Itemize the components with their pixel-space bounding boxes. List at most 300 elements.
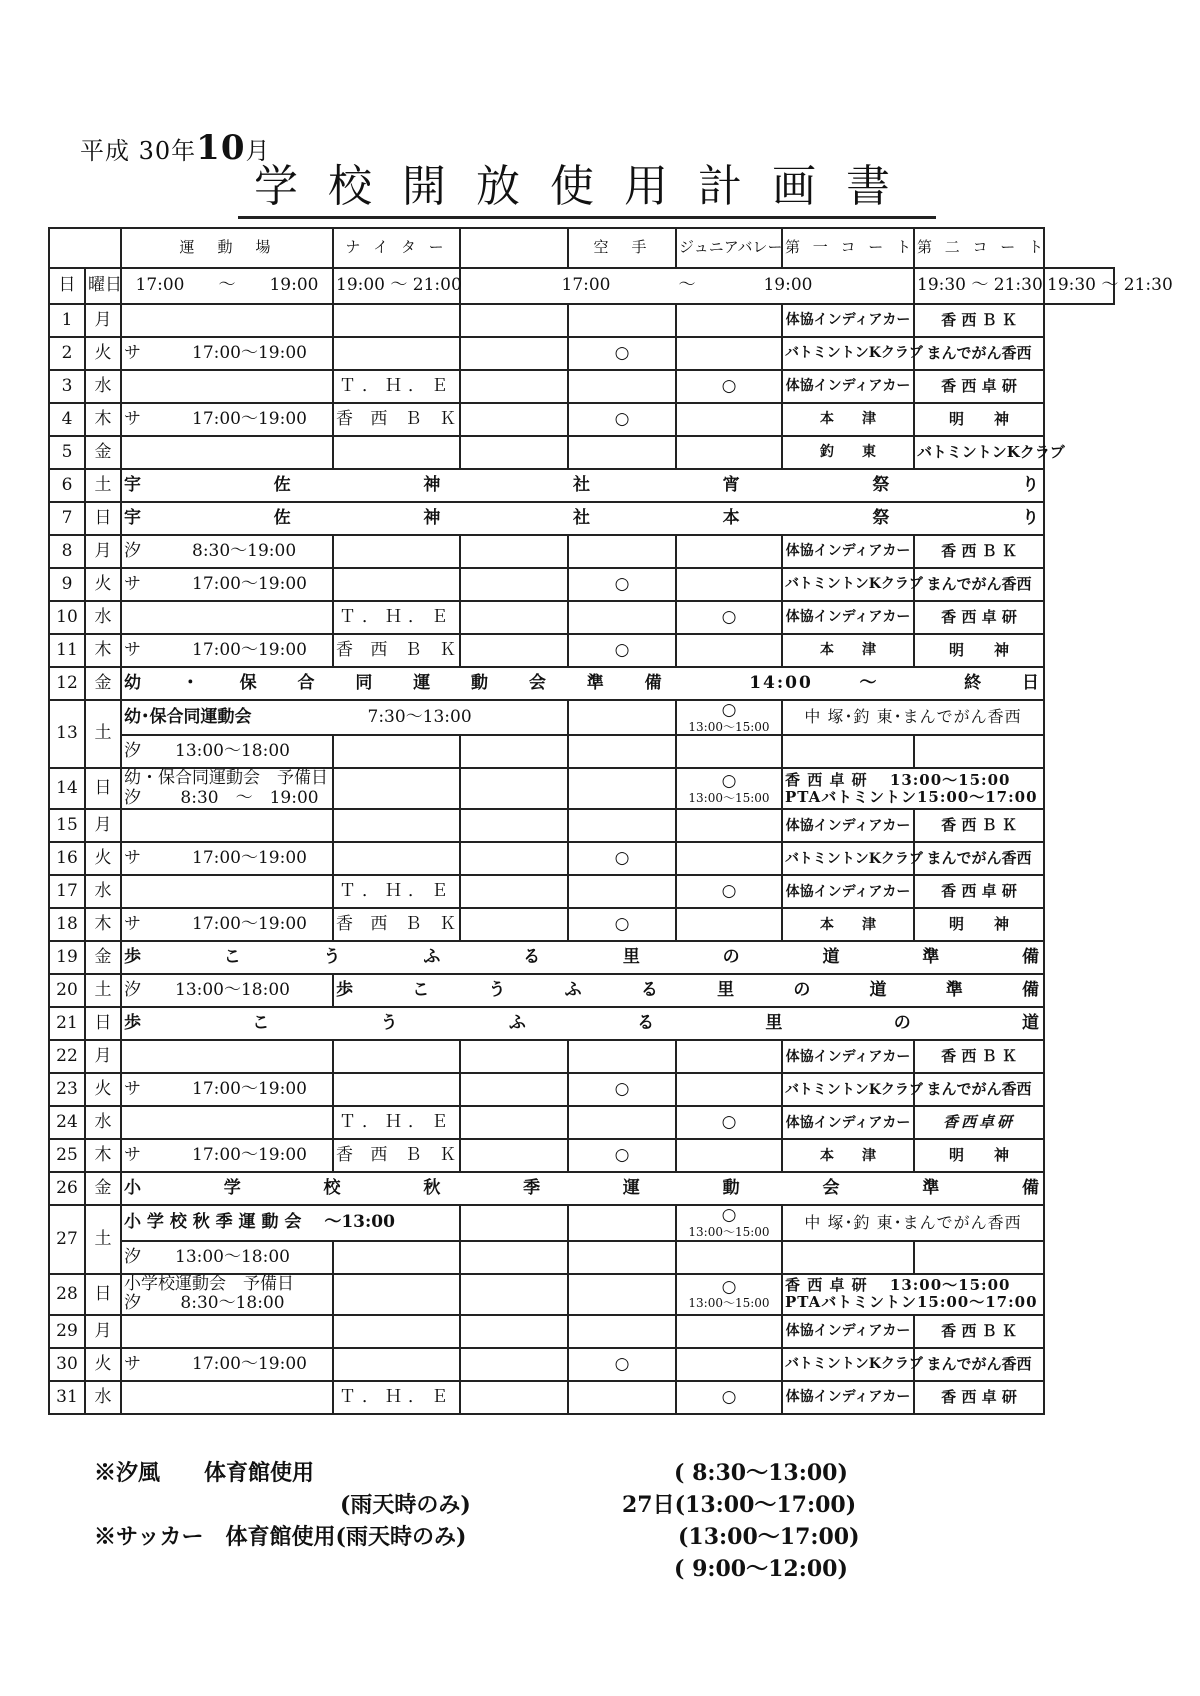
nighter-cell [333, 1348, 460, 1381]
mark-time: 13:00～15:00 [688, 719, 770, 734]
court1-cell: 体協インディアカー [782, 809, 914, 842]
blank-cell [460, 337, 568, 370]
blank-cell [460, 842, 568, 875]
court-cell: 中 塚･釣 東･まんでがん香西 [782, 1205, 1044, 1240]
ground-cell: 汐 13:00～18:00 [121, 735, 333, 768]
header-venue: 第 一 コ ー ト [782, 228, 914, 268]
event-band: 歩こうふる里の道準備 [333, 974, 1044, 1007]
weekday: 水 [85, 875, 121, 908]
mark-cell [676, 768, 782, 809]
blank-cell [460, 1315, 568, 1348]
karate-cell: ○ [568, 1073, 676, 1106]
table-row [49, 304, 1114, 337]
court1-cell: 釣 東 [782, 436, 914, 469]
nighter-cell [333, 1241, 460, 1274]
court1-cell: 体協インディアカー [782, 1106, 914, 1139]
blank-cell [460, 436, 568, 469]
karate-cell [568, 768, 676, 809]
note-soccer-time2: ( 9:00～12:00) [674, 1556, 848, 1582]
table-row [49, 1381, 1114, 1414]
karate-cell [568, 1381, 676, 1414]
blank-cell [460, 875, 568, 908]
court2-cell: まんでがん香西 [914, 842, 1044, 875]
volley-cell: ○ [676, 601, 782, 634]
table-row [49, 735, 1114, 768]
ground-cell [121, 370, 333, 403]
nighter-cell: Ｔ．Ｈ．Ｅ [333, 1106, 460, 1139]
karate-cell [568, 875, 676, 908]
table-row [49, 1139, 1114, 1172]
nighter-cell [333, 535, 460, 568]
header-time: 17:00 ～ 19:00 [460, 268, 914, 304]
court1-cell: 体協インディアカー [782, 875, 914, 908]
ground-event: 幼･保合同運動会 [124, 706, 252, 727]
day-number: 6 [49, 469, 85, 502]
header-time: 17:00 ～ 19:00 [121, 268, 333, 304]
karate-cell [568, 735, 676, 768]
volley-cell [676, 1315, 782, 1348]
document-title: 学校開放使用計画書 [238, 158, 936, 219]
court2-cell: まんでがん香西 [914, 1348, 1044, 1381]
mark-cell [676, 1205, 782, 1240]
court-cell: 中 塚･釣 東･まんでがん香西 [782, 700, 1044, 735]
court2-cell: 香 西 Ｂ Ｋ [914, 809, 1044, 842]
court2-cell: 明 神 [914, 908, 1044, 941]
court1-cell: 体協インディアカー [782, 304, 914, 337]
header-venue: 空 手 [568, 228, 676, 268]
nighter-cell [333, 1040, 460, 1073]
weekday: 火 [85, 1073, 121, 1106]
day-number: 21 [49, 1007, 85, 1040]
table-row [49, 1040, 1114, 1073]
volley-cell: ○ [676, 1381, 782, 1414]
weekday: 水 [85, 370, 121, 403]
karate-cell: ○ [568, 634, 676, 667]
volley-cell [676, 337, 782, 370]
day-number: 12 [49, 667, 85, 700]
karate-cell [568, 601, 676, 634]
day-number: 8 [49, 535, 85, 568]
blank-cell [460, 304, 568, 337]
weekday: 木 [85, 1139, 121, 1172]
note-shiokaze: ※汐風 体育館使用 [94, 1460, 315, 1486]
blank-cell [460, 1205, 568, 1240]
weekday: 金 [85, 1172, 121, 1205]
event-band: 歩こうふる里の道準備 [121, 941, 1044, 974]
volley-cell [676, 304, 782, 337]
weekday: 火 [85, 1348, 121, 1381]
weekday: 火 [85, 842, 121, 875]
ground-cell: サ 17:00～19:00 [121, 908, 333, 941]
weekday: 火 [85, 568, 121, 601]
ground-cell [121, 768, 333, 809]
blank-cell [460, 1040, 568, 1073]
court2-cell: 香 西 Ｂ Ｋ [914, 1040, 1044, 1073]
court1-cell: 本 津 [782, 1139, 914, 1172]
weekday: 月 [85, 535, 121, 568]
court1-cell: 体協インディアカー [782, 1381, 914, 1414]
table-row [49, 436, 1114, 469]
ground-cell: サ 17:00～19:00 [121, 842, 333, 875]
table-row [49, 601, 1114, 634]
blank-cell [460, 370, 568, 403]
event-band: 幼・保合同運動会準備 14:00 ～ 終日 [121, 667, 1044, 700]
event-band: 小学校秋季運動会準備 [121, 1172, 1044, 1205]
court2-cell [914, 1241, 1044, 1274]
weekday: 木 [85, 634, 121, 667]
nighter-cell [333, 1315, 460, 1348]
weekday: 月 [85, 809, 121, 842]
weekday: 火 [85, 337, 121, 370]
volley-cell: ○ [676, 875, 782, 908]
court-booking: 香 西 卓 研 13:00～15:00 [785, 1276, 1011, 1295]
header-venue [460, 228, 568, 268]
court2-cell: 明 神 [914, 1139, 1044, 1172]
ground-cell: 汐 8:30～19:00 [121, 535, 333, 568]
court1-cell: バトミントンKクラブ [782, 842, 914, 875]
weekday: 日 [85, 768, 121, 809]
header-time: 19:30 ～ 21:30 [1044, 268, 1114, 304]
document-date: 平成 30年10月 [80, 128, 271, 168]
day-number: 31 [49, 1381, 85, 1414]
ground-cell [121, 1381, 333, 1414]
blank-cell [460, 1241, 568, 1274]
karate-cell: ○ [568, 842, 676, 875]
header-day: 日 [49, 268, 85, 304]
note-soccer-time1: (13:00～17:00) [678, 1524, 860, 1550]
day-number: 3 [49, 370, 85, 403]
volley-cell [676, 1040, 782, 1073]
court1-cell: 本 津 [782, 634, 914, 667]
ground-cell: サ 17:00～19:00 [121, 1348, 333, 1381]
day-number: 26 [49, 1172, 85, 1205]
table-row [49, 228, 1114, 268]
court2-cell: まんでがん香西 [914, 1073, 1044, 1106]
nighter-cell [333, 436, 460, 469]
karate-cell [568, 1205, 676, 1240]
blank-cell [460, 735, 568, 768]
court1-cell: 体協インディアカー [782, 1315, 914, 1348]
karate-cell: ○ [568, 568, 676, 601]
nighter-cell: Ｔ．Ｈ．Ｅ [333, 1381, 460, 1414]
day-number: 1 [49, 304, 85, 337]
volley-cell: ○ [676, 1106, 782, 1139]
weekday: 金 [85, 667, 121, 700]
header-venue: 第 二 コ ー ト [914, 228, 1044, 268]
day-number: 25 [49, 1139, 85, 1172]
mark-time: 13:00～15:00 [688, 790, 770, 805]
nighter-cell [333, 1073, 460, 1106]
nighter-cell [333, 337, 460, 370]
table-row [49, 535, 1114, 568]
court2-cell: まんでがん香西 [914, 337, 1044, 370]
header-time: 19:30 ～ 21:30 [914, 268, 1044, 304]
ground-cell [121, 601, 333, 634]
volley-cell [676, 842, 782, 875]
karate-cell: ○ [568, 1139, 676, 1172]
volley-cell [676, 634, 782, 667]
table-row [49, 842, 1114, 875]
table-row [49, 370, 1114, 403]
nighter-cell: Ｔ．Ｈ．Ｅ [333, 875, 460, 908]
court2-cell: 香 西 卓 研 [914, 875, 1044, 908]
nighter-cell: 香 西 Ｂ Ｋ [333, 1139, 460, 1172]
day-number: 11 [49, 634, 85, 667]
nighter-cell [333, 735, 460, 768]
weekday: 土 [85, 974, 121, 1007]
table-row [49, 1073, 1114, 1106]
karate-cell [568, 1315, 676, 1348]
day-number: 7 [49, 502, 85, 535]
mark-cell [676, 700, 782, 735]
court1-cell: 体協インディアカー [782, 1040, 914, 1073]
court2-cell: 香 西 Ｂ Ｋ [914, 304, 1044, 337]
volley-cell [676, 1073, 782, 1106]
weekday: 水 [85, 1106, 121, 1139]
note-shiokaze-time: ( 8:30～13:00) [674, 1460, 848, 1486]
table-row [49, 1241, 1114, 1274]
day-number: 20 [49, 974, 85, 1007]
schedule-table [48, 227, 1173, 1415]
mark-time: 13:00～15:00 [688, 1224, 770, 1239]
court2-cell: バトミントンKクラブ [914, 436, 1044, 469]
header-venue: ジュニアバレー [676, 228, 782, 268]
court-booking: 香 西 卓 研 13:00～15:00 [785, 770, 1011, 789]
header-time: 19:00 ～ 21:00 [333, 268, 460, 304]
ground-time: 汐 8:30 ～ 19:00 [124, 787, 319, 808]
weekday: 月 [85, 1040, 121, 1073]
day-number: 10 [49, 601, 85, 634]
day-number: 4 [49, 403, 85, 436]
table-row [49, 908, 1114, 941]
nighter-cell [333, 768, 460, 809]
table-row [49, 700, 1114, 735]
day-number: 28 [49, 1274, 85, 1315]
karate-cell [568, 1241, 676, 1274]
weekday: 月 [85, 1315, 121, 1348]
court1-cell: バトミントンKクラブ [782, 1348, 914, 1381]
ground-cell: サ 17:00～19:00 [121, 634, 333, 667]
weekday: 木 [85, 403, 121, 436]
day-number: 13 [49, 700, 85, 768]
day-number: 23 [49, 1073, 85, 1106]
court2-cell: 明 神 [914, 403, 1044, 436]
day-number: 24 [49, 1106, 85, 1139]
table-row [49, 1274, 1114, 1315]
ground-cell [121, 1315, 333, 1348]
volley-cell [676, 908, 782, 941]
court2-cell: 香西卓研 [914, 1106, 1044, 1139]
blank-cell [460, 1139, 568, 1172]
table-row [49, 268, 1114, 304]
ground-cell [121, 1274, 333, 1315]
volley-cell [676, 735, 782, 768]
ground-event: 小学校運動会 予備日 [124, 1273, 294, 1294]
note-soccer: ※サッカー 体育館使用(雨天時のみ) [94, 1524, 467, 1550]
ground-event: 幼・保合同運動会 予備日 [124, 768, 328, 789]
court-booking: PTAバトミントン15:00～17:00 [785, 787, 1038, 806]
event-band: 宇佐神社本祭り [121, 502, 1044, 535]
ground-cell [121, 1040, 333, 1073]
ground-cell: サ 17:00～19:00 [121, 568, 333, 601]
event-band: 宇佐神社宵祭り [121, 469, 1044, 502]
blank-cell [460, 1348, 568, 1381]
karate-cell: ○ [568, 1348, 676, 1381]
table-row [49, 469, 1114, 502]
volley-cell [676, 1139, 782, 1172]
table-row [49, 403, 1114, 436]
nighter-cell [333, 1274, 460, 1315]
nighter-cell: Ｔ．Ｈ．Ｅ [333, 601, 460, 634]
blank-cell [460, 908, 568, 941]
weekday: 木 [85, 908, 121, 941]
table-row [49, 568, 1114, 601]
ground-cell [121, 809, 333, 842]
table-row [49, 809, 1114, 842]
weekday: 金 [85, 941, 121, 974]
nighter-cell [333, 304, 460, 337]
ground-cell: サ 17:00～19:00 [121, 1139, 333, 1172]
ground-cell [121, 436, 333, 469]
court1-cell: バトミントンKクラブ [782, 1073, 914, 1106]
day-number: 15 [49, 809, 85, 842]
volley-cell [676, 568, 782, 601]
note-27-time: 27日(13:00～17:00) [622, 1492, 857, 1518]
volley-cell [676, 1348, 782, 1381]
court1-cell [782, 735, 914, 768]
karate-cell [568, 809, 676, 842]
ground-cell: 汐 13:00～18:00 [121, 974, 333, 1007]
blank-cell [460, 568, 568, 601]
ground-cell [121, 304, 333, 337]
court1-cell: バトミントンKクラブ [782, 337, 914, 370]
note-rain-only: (雨天時のみ) [340, 1492, 471, 1518]
header-weekday: 曜日 [85, 268, 121, 304]
blank-cell [460, 1106, 568, 1139]
day-number: 16 [49, 842, 85, 875]
blank-cell [460, 601, 568, 634]
ground-cell [121, 1106, 333, 1139]
nighter-cell: 香 西 Ｂ Ｋ [333, 634, 460, 667]
day-number: 19 [49, 941, 85, 974]
table-row [49, 1315, 1114, 1348]
karate-cell [568, 1040, 676, 1073]
court2-cell: 香 西 卓 研 [914, 370, 1044, 403]
nighter-cell [333, 568, 460, 601]
day-number: 17 [49, 875, 85, 908]
weekday: 水 [85, 1381, 121, 1414]
karate-cell [568, 535, 676, 568]
nighter-cell: 香 西 Ｂ Ｋ [333, 403, 460, 436]
court1-cell: 本 津 [782, 908, 914, 941]
weekday: 金 [85, 436, 121, 469]
karate-cell [568, 304, 676, 337]
court2-cell: 香 西 卓 研 [914, 601, 1044, 634]
blank-cell [460, 535, 568, 568]
karate-cell [568, 1106, 676, 1139]
volley-cell: ○ [676, 370, 782, 403]
volley-cell [676, 436, 782, 469]
blank-cell [460, 1073, 568, 1106]
weekday: 土 [85, 700, 121, 768]
mark: ○ [721, 1276, 737, 1297]
court2-cell: 香 西 卓 研 [914, 1381, 1044, 1414]
court2-cell: まんでがん香西 [914, 568, 1044, 601]
court2-cell [914, 735, 1044, 768]
weekday: 土 [85, 1205, 121, 1273]
blank-cell [460, 809, 568, 842]
karate-cell [568, 700, 676, 735]
day-number: 18 [49, 908, 85, 941]
nighter-cell [333, 842, 460, 875]
table-row [49, 768, 1114, 809]
mark: ○ [721, 700, 737, 720]
table-row [49, 1007, 1114, 1040]
mark-cell [676, 1274, 782, 1315]
day-number: 22 [49, 1040, 85, 1073]
day-number: 2 [49, 337, 85, 370]
day-number: 14 [49, 768, 85, 809]
table-row [49, 667, 1114, 700]
volley-cell [676, 535, 782, 568]
mark: ○ [721, 1205, 737, 1226]
court1-cell: 体協インディアカー [782, 535, 914, 568]
court2-cell: 香 西 Ｂ Ｋ [914, 1315, 1044, 1348]
volley-cell [676, 809, 782, 842]
karate-cell [568, 370, 676, 403]
ground-time: 汐 8:30～18:00 [124, 1293, 285, 1314]
weekday: 日 [85, 1007, 121, 1040]
karate-cell: ○ [568, 908, 676, 941]
ground-cell [121, 700, 568, 735]
court1-cell: 体協インディアカー [782, 601, 914, 634]
karate-cell [568, 1274, 676, 1315]
ground-cell: サ 17:00～19:00 [121, 403, 333, 436]
day-number: 29 [49, 1315, 85, 1348]
header-blank [49, 228, 121, 268]
table-row [49, 941, 1114, 974]
day-number: 27 [49, 1205, 85, 1273]
table-row [49, 502, 1114, 535]
volley-cell [676, 1241, 782, 1274]
volley-cell [676, 403, 782, 436]
blank-cell [460, 1381, 568, 1414]
weekday: 月 [85, 304, 121, 337]
court2-cell: 明 神 [914, 634, 1044, 667]
karate-cell: ○ [568, 403, 676, 436]
blank-cell [460, 403, 568, 436]
nighter-cell [333, 809, 460, 842]
table-row [49, 337, 1114, 370]
event-band: 歩こうふる里の道 [121, 1007, 1044, 1040]
court1-cell: バトミントンKクラブ [782, 568, 914, 601]
blank-cell [460, 634, 568, 667]
table-row [49, 1172, 1114, 1205]
court2-cell: 香 西 Ｂ Ｋ [914, 535, 1044, 568]
ground-cell: 小 学 校 秋 季 運 動 会 ～13:00 [121, 1205, 460, 1240]
header-venue: 運 動 場 [121, 228, 333, 268]
weekday: 水 [85, 601, 121, 634]
weekday: 日 [85, 502, 121, 535]
nighter-cell: 香 西 Ｂ Ｋ [333, 908, 460, 941]
table-row [49, 634, 1114, 667]
table-row [49, 1348, 1114, 1381]
day-number: 30 [49, 1348, 85, 1381]
ground-cell: 汐 13:00～18:00 [121, 1241, 333, 1274]
blank-cell [460, 1274, 568, 1315]
court1-cell [782, 1241, 914, 1274]
blank-cell [460, 768, 568, 809]
